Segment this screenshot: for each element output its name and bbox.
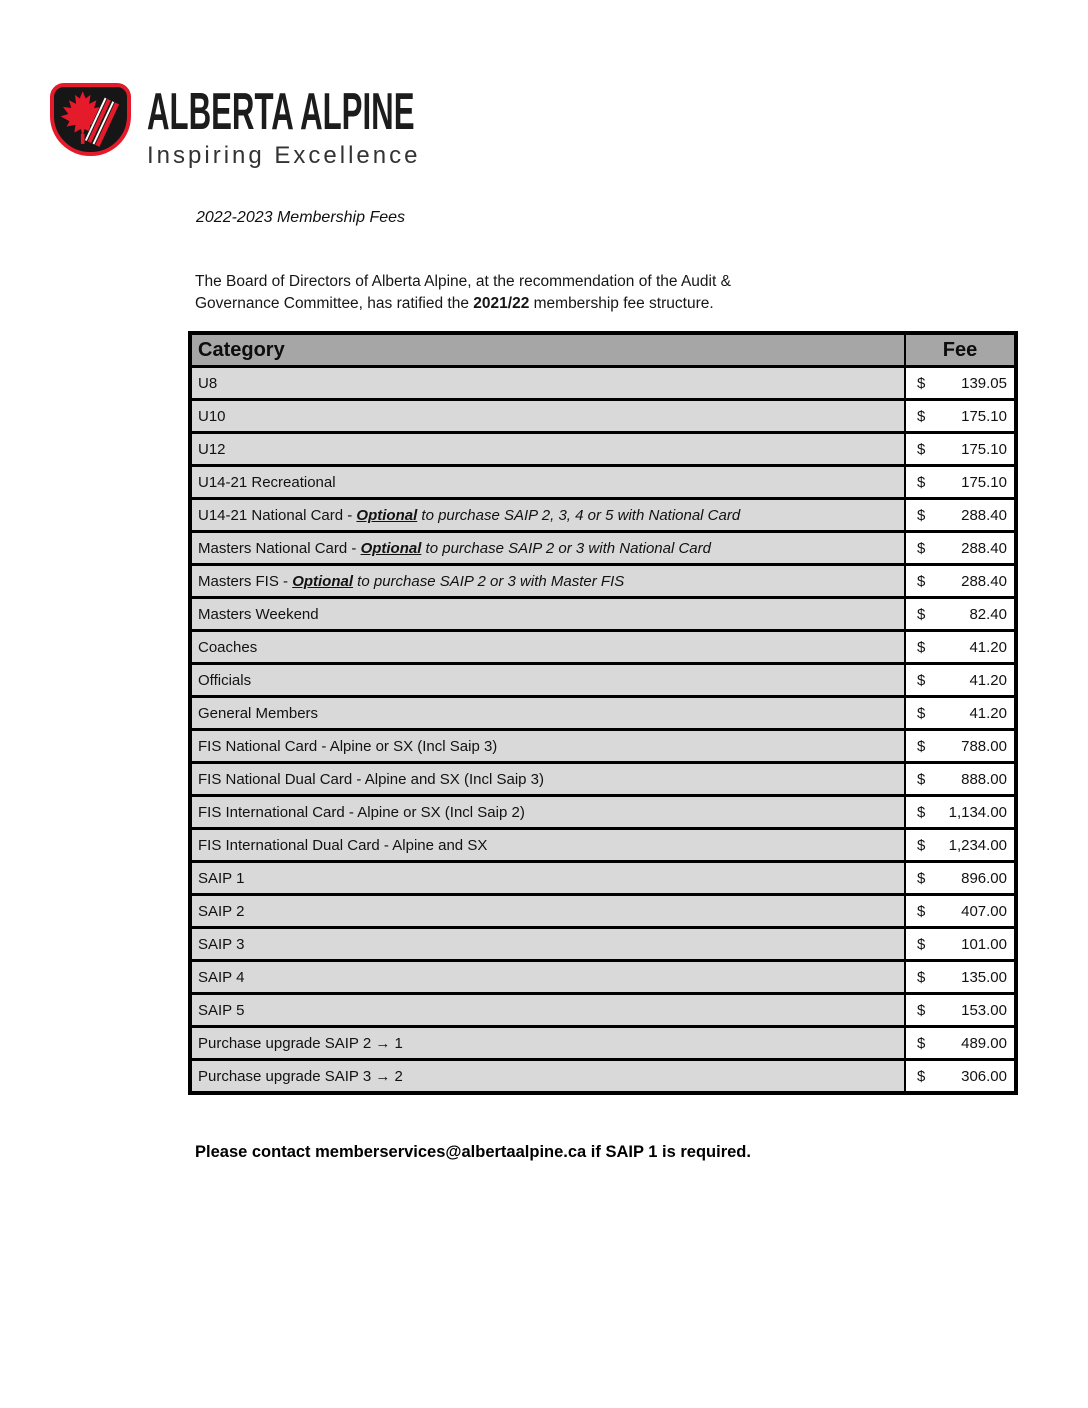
fee-value (917, 573, 1007, 590)
currency-symbol: $ (917, 869, 926, 887)
fee-cell (905, 565, 1016, 598)
fee-table-row (190, 664, 1016, 697)
text-segment: SAIP 3 (198, 935, 245, 953)
category-column-header: Category (190, 333, 905, 367)
fee-table-head (190, 333, 1016, 367)
currency-symbol: $ (917, 836, 926, 854)
fee-column-header: Fee (905, 333, 1016, 367)
fee-value (917, 1068, 1007, 1085)
currency-symbol: $ (917, 1001, 926, 1019)
fee-cell (905, 466, 1016, 499)
category-cell (190, 499, 905, 532)
logo-tagline: Inspiring Excellence (147, 142, 421, 169)
maple-leaf-ski-icon (54, 87, 127, 152)
currency-symbol: $ (917, 770, 926, 788)
fee-value (917, 903, 1007, 920)
text-segment: SAIP 1 (198, 869, 245, 887)
text-segment: Please contact memberservices@albertaalpine.ca if SAIP 1 is required. (195, 1143, 751, 1161)
intro-paragraph (195, 271, 790, 315)
fee-amount: 153.00 (961, 1001, 1007, 1019)
category-cell (190, 961, 905, 994)
currency-symbol: $ (917, 605, 926, 623)
currency-symbol: $ (917, 704, 926, 722)
fee-amount: 41.20 (969, 638, 1007, 656)
category-cell (190, 928, 905, 961)
fee-value (917, 408, 1007, 425)
currency-symbol: $ (917, 737, 926, 755)
text-segment: U10 (198, 407, 226, 425)
fee-cell (905, 895, 1016, 928)
document-title: 2022-2023 Membership Fees (196, 209, 406, 226)
category-cell (190, 664, 905, 697)
text-segment: to purchase SAIP 2 or 3 with National Card (421, 539, 711, 557)
text-segment: Officials (198, 671, 252, 689)
currency-symbol: $ (917, 671, 926, 689)
category-cell (190, 433, 905, 466)
fee-amount: 1,134.00 (948, 803, 1007, 821)
fee-amount: 888.00 (961, 770, 1007, 788)
text-segment: U14-21 National Card - (198, 506, 357, 524)
currency-symbol: $ (917, 968, 926, 986)
fee-table-body (190, 367, 1016, 1094)
currency-symbol: $ (917, 638, 926, 656)
text-segment: U14-21 Recreational (198, 473, 336, 491)
text-segment: Purchase upgrade SAIP 3 → 2 (198, 1067, 403, 1085)
category-cell (190, 1027, 905, 1060)
fee-amount: 788.00 (961, 737, 1007, 755)
category-cell (190, 598, 905, 631)
currency-symbol: $ (917, 407, 926, 425)
fee-table-row (190, 631, 1016, 664)
fee-cell (905, 532, 1016, 565)
fee-value (917, 969, 1007, 986)
fee-cell (905, 763, 1016, 796)
text-segment: SAIP 5 (198, 1001, 245, 1019)
fee-table-row (190, 466, 1016, 499)
fee-value (917, 441, 1007, 458)
fee-cell (905, 598, 1016, 631)
alberta-alpine-shield-icon (50, 83, 131, 156)
fee-value (917, 837, 1007, 854)
currency-symbol: $ (917, 803, 926, 821)
text-segment: The Board of Directors of Alberta Alpine, at the recommendation of the Audit & Governance Committee, has ratified the (195, 272, 731, 312)
category-cell (190, 730, 905, 763)
fee-table-row (190, 994, 1016, 1027)
text-segment: FIS International Card - Alpine or SX (Incl Saip 2) (198, 803, 525, 821)
fee-cell (905, 631, 1016, 664)
text-segment: Optional (292, 572, 354, 590)
category-cell (190, 400, 905, 433)
currency-symbol: $ (917, 506, 926, 524)
category-cell (190, 763, 905, 796)
category-cell (190, 532, 905, 565)
category-cell (190, 862, 905, 895)
fee-cell (905, 1027, 1016, 1060)
fee-amount: 489.00 (961, 1034, 1007, 1052)
fee-table-row (190, 598, 1016, 631)
currency-symbol: $ (917, 1067, 926, 1085)
fee-amount: 175.10 (961, 440, 1007, 458)
fee-cell (905, 400, 1016, 433)
fee-cell (905, 499, 1016, 532)
fee-cell (905, 664, 1016, 697)
text-segment: Masters National Card - (198, 539, 361, 557)
fee-value (917, 540, 1007, 557)
text-segment: to purchase SAIP 2 or 3 with Master FIS (353, 572, 625, 590)
fee-cell (905, 862, 1016, 895)
fee-amount: 41.20 (969, 704, 1007, 722)
fee-cell (905, 730, 1016, 763)
fee-cell (905, 928, 1016, 961)
fee-table-row (190, 763, 1016, 796)
fee-cell (905, 994, 1016, 1027)
fee-table-row (190, 400, 1016, 433)
fee-value (917, 1035, 1007, 1052)
text-segment: membership fee structure. (529, 294, 714, 312)
text-segment: General Members (198, 704, 319, 722)
fee-amount: 306.00 (961, 1067, 1007, 1085)
currency-symbol: $ (917, 935, 926, 953)
text-segment: U12 (198, 440, 226, 458)
fee-value (917, 936, 1007, 953)
text-segment: SAIP 2 (198, 902, 245, 920)
fee-value (917, 507, 1007, 524)
fee-amount: 1,234.00 (948, 836, 1007, 854)
fee-amount: 82.40 (969, 605, 1007, 623)
currency-symbol: $ (917, 572, 926, 590)
text-segment: SAIP 4 (198, 968, 245, 986)
fee-cell (905, 796, 1016, 829)
fee-table-header-row (190, 333, 1016, 367)
currency-symbol: $ (917, 539, 926, 557)
fee-value (917, 1002, 1007, 1019)
category-cell (190, 994, 905, 1027)
fee-cell (905, 829, 1016, 862)
text-segment: Masters FIS - (198, 572, 293, 590)
fee-value (917, 375, 1007, 392)
currency-symbol: $ (917, 902, 926, 920)
fee-table-row (190, 829, 1016, 862)
text-segment: Purchase upgrade SAIP 2 → 1 (198, 1034, 403, 1052)
category-cell (190, 631, 905, 664)
fee-value (917, 738, 1007, 755)
text-segment: FIS International Dual Card - Alpine and SX (198, 836, 488, 854)
fee-value (917, 804, 1007, 821)
currency-symbol: $ (917, 440, 926, 458)
category-cell (190, 697, 905, 730)
text-segment: 2021/22 (473, 294, 530, 312)
fee-amount: 288.40 (961, 506, 1007, 524)
fee-table-row (190, 565, 1016, 598)
fee-value (917, 771, 1007, 788)
currency-symbol: $ (917, 1034, 926, 1052)
currency-symbol: $ (917, 473, 926, 491)
fee-value (917, 870, 1007, 887)
fee-cell (905, 1060, 1016, 1094)
fee-amount: 135.00 (961, 968, 1007, 986)
category-cell (190, 565, 905, 598)
fee-amount: 41.20 (969, 671, 1007, 689)
fee-cell (905, 367, 1016, 400)
category-cell (190, 895, 905, 928)
fee-table-row (190, 730, 1016, 763)
fee-table-row (190, 961, 1016, 994)
text-segment: FIS National Dual Card - Alpine and SX (Incl Saip 3) (198, 770, 545, 788)
fee-amount: 288.40 (961, 539, 1007, 557)
logo-text (147, 83, 593, 170)
fee-amount: 896.00 (961, 869, 1007, 887)
category-cell (190, 829, 905, 862)
fee-table-row (190, 796, 1016, 829)
fee-amount: 101.00 (961, 935, 1007, 953)
text-segment: Coaches (198, 638, 258, 656)
category-cell (190, 466, 905, 499)
currency-symbol: $ (917, 374, 926, 392)
membership-fee-table (188, 331, 1018, 1095)
fee-table-row (190, 1060, 1016, 1094)
fee-amount: 407.00 (961, 902, 1007, 920)
logo-title: ALBERTA ALPINE (147, 83, 415, 141)
fee-value (917, 639, 1007, 656)
fee-cell (905, 433, 1016, 466)
fee-amount: 139.05 (961, 374, 1007, 392)
text-segment: Optional (360, 539, 422, 557)
fee-table-row (190, 532, 1016, 565)
fee-table-row (190, 697, 1016, 730)
fee-table-row (190, 928, 1016, 961)
fee-table-row (190, 895, 1016, 928)
category-cell (190, 367, 905, 400)
text-segment: Optional (356, 506, 418, 524)
text-segment: FIS National Card - Alpine or SX (Incl Saip 3) (198, 737, 498, 755)
fee-table-row (190, 862, 1016, 895)
fee-value (917, 672, 1007, 689)
fee-amount: 175.10 (961, 473, 1007, 491)
fee-amount: 288.40 (961, 572, 1007, 590)
text-segment: Masters Weekend (198, 605, 319, 623)
fee-value (917, 705, 1007, 722)
fee-table-row (190, 1027, 1016, 1060)
contact-note (195, 1143, 751, 1162)
fee-value (917, 606, 1007, 623)
fee-amount: 175.10 (961, 407, 1007, 425)
text-segment: to purchase SAIP 2, 3, 4 or 5 with National Card (417, 506, 741, 524)
fee-cell (905, 697, 1016, 730)
text-segment: U8 (198, 374, 218, 392)
fee-table-row (190, 433, 1016, 466)
fee-table-row (190, 499, 1016, 532)
category-cell (190, 796, 905, 829)
fee-table-row (190, 367, 1016, 400)
fee-value (917, 474, 1007, 491)
category-cell (190, 1060, 905, 1094)
fee-cell (905, 961, 1016, 994)
